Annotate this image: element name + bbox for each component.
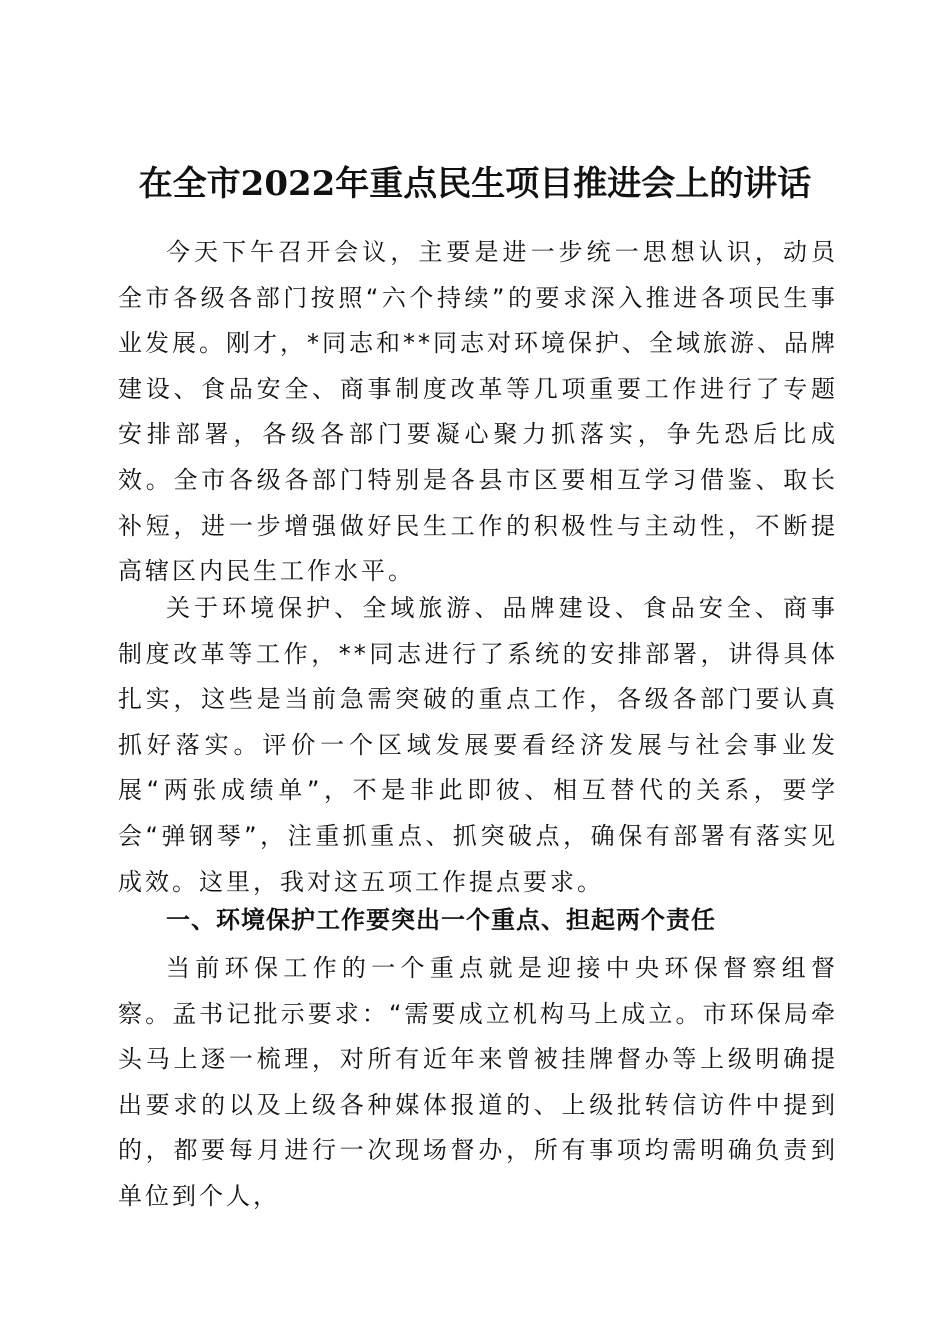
body-paragraph: 今天下午召开会议，主要是进一步统一思想认识，动员全市各级各部门按照“六个持续”的要求深入推进各项民生事业发展。刚才，*同志和**同志对环境保护、全域旅游、品牌建设、食品安全、商事制度改革等几项重要工作进行了专题安排部署，各级各部门要凝心聚力抓落实，争先恐后比成效。全市各级各部门特别是各县市区要相互学习借鉴、取长补短，进一步增强做好民生工作的积极性与主动性，不断提高辖区内民生工作水平。 xyxy=(118,238,838,586)
body-paragraph: 关于环境保护、全域旅游、品牌建设、食品安全、商事制度改革等工作，**同志进行了系统的安排部署，讲得具体扎实，这些是当前急需突破的重点工作，各级各部门要认真抓好落实。评价一个区域发展要看经济发展与社会事业发展“两张成绩单”，不是非此即彼、相互替代的关系，要学会“弹钢琴”，注重抓重点、抓突破点，确保有部署有落实见成效。这里，我对这五项工作提点要求。 xyxy=(118,594,838,896)
section-paragraph: 当前环保工作的一个重点就是迎接中央环保督察组督察。孟书记批示要求：“需要成立机构马上成立。市环保局牵头马上逐一梳理，对所有近年来曾被挂牌督办等上级明确提出要求的以及上级各种媒体报道的、上级批转信访件中提到的，都要每月进行一次现场督办，所有事项均需明确负责到单位到个人， xyxy=(118,954,838,1210)
document-title: 在全市2022年重点民生项目推进会上的讲话 xyxy=(138,163,812,204)
section-heading: 一、环境保护工作要突出一个重点、担起两个责任 xyxy=(166,906,716,934)
